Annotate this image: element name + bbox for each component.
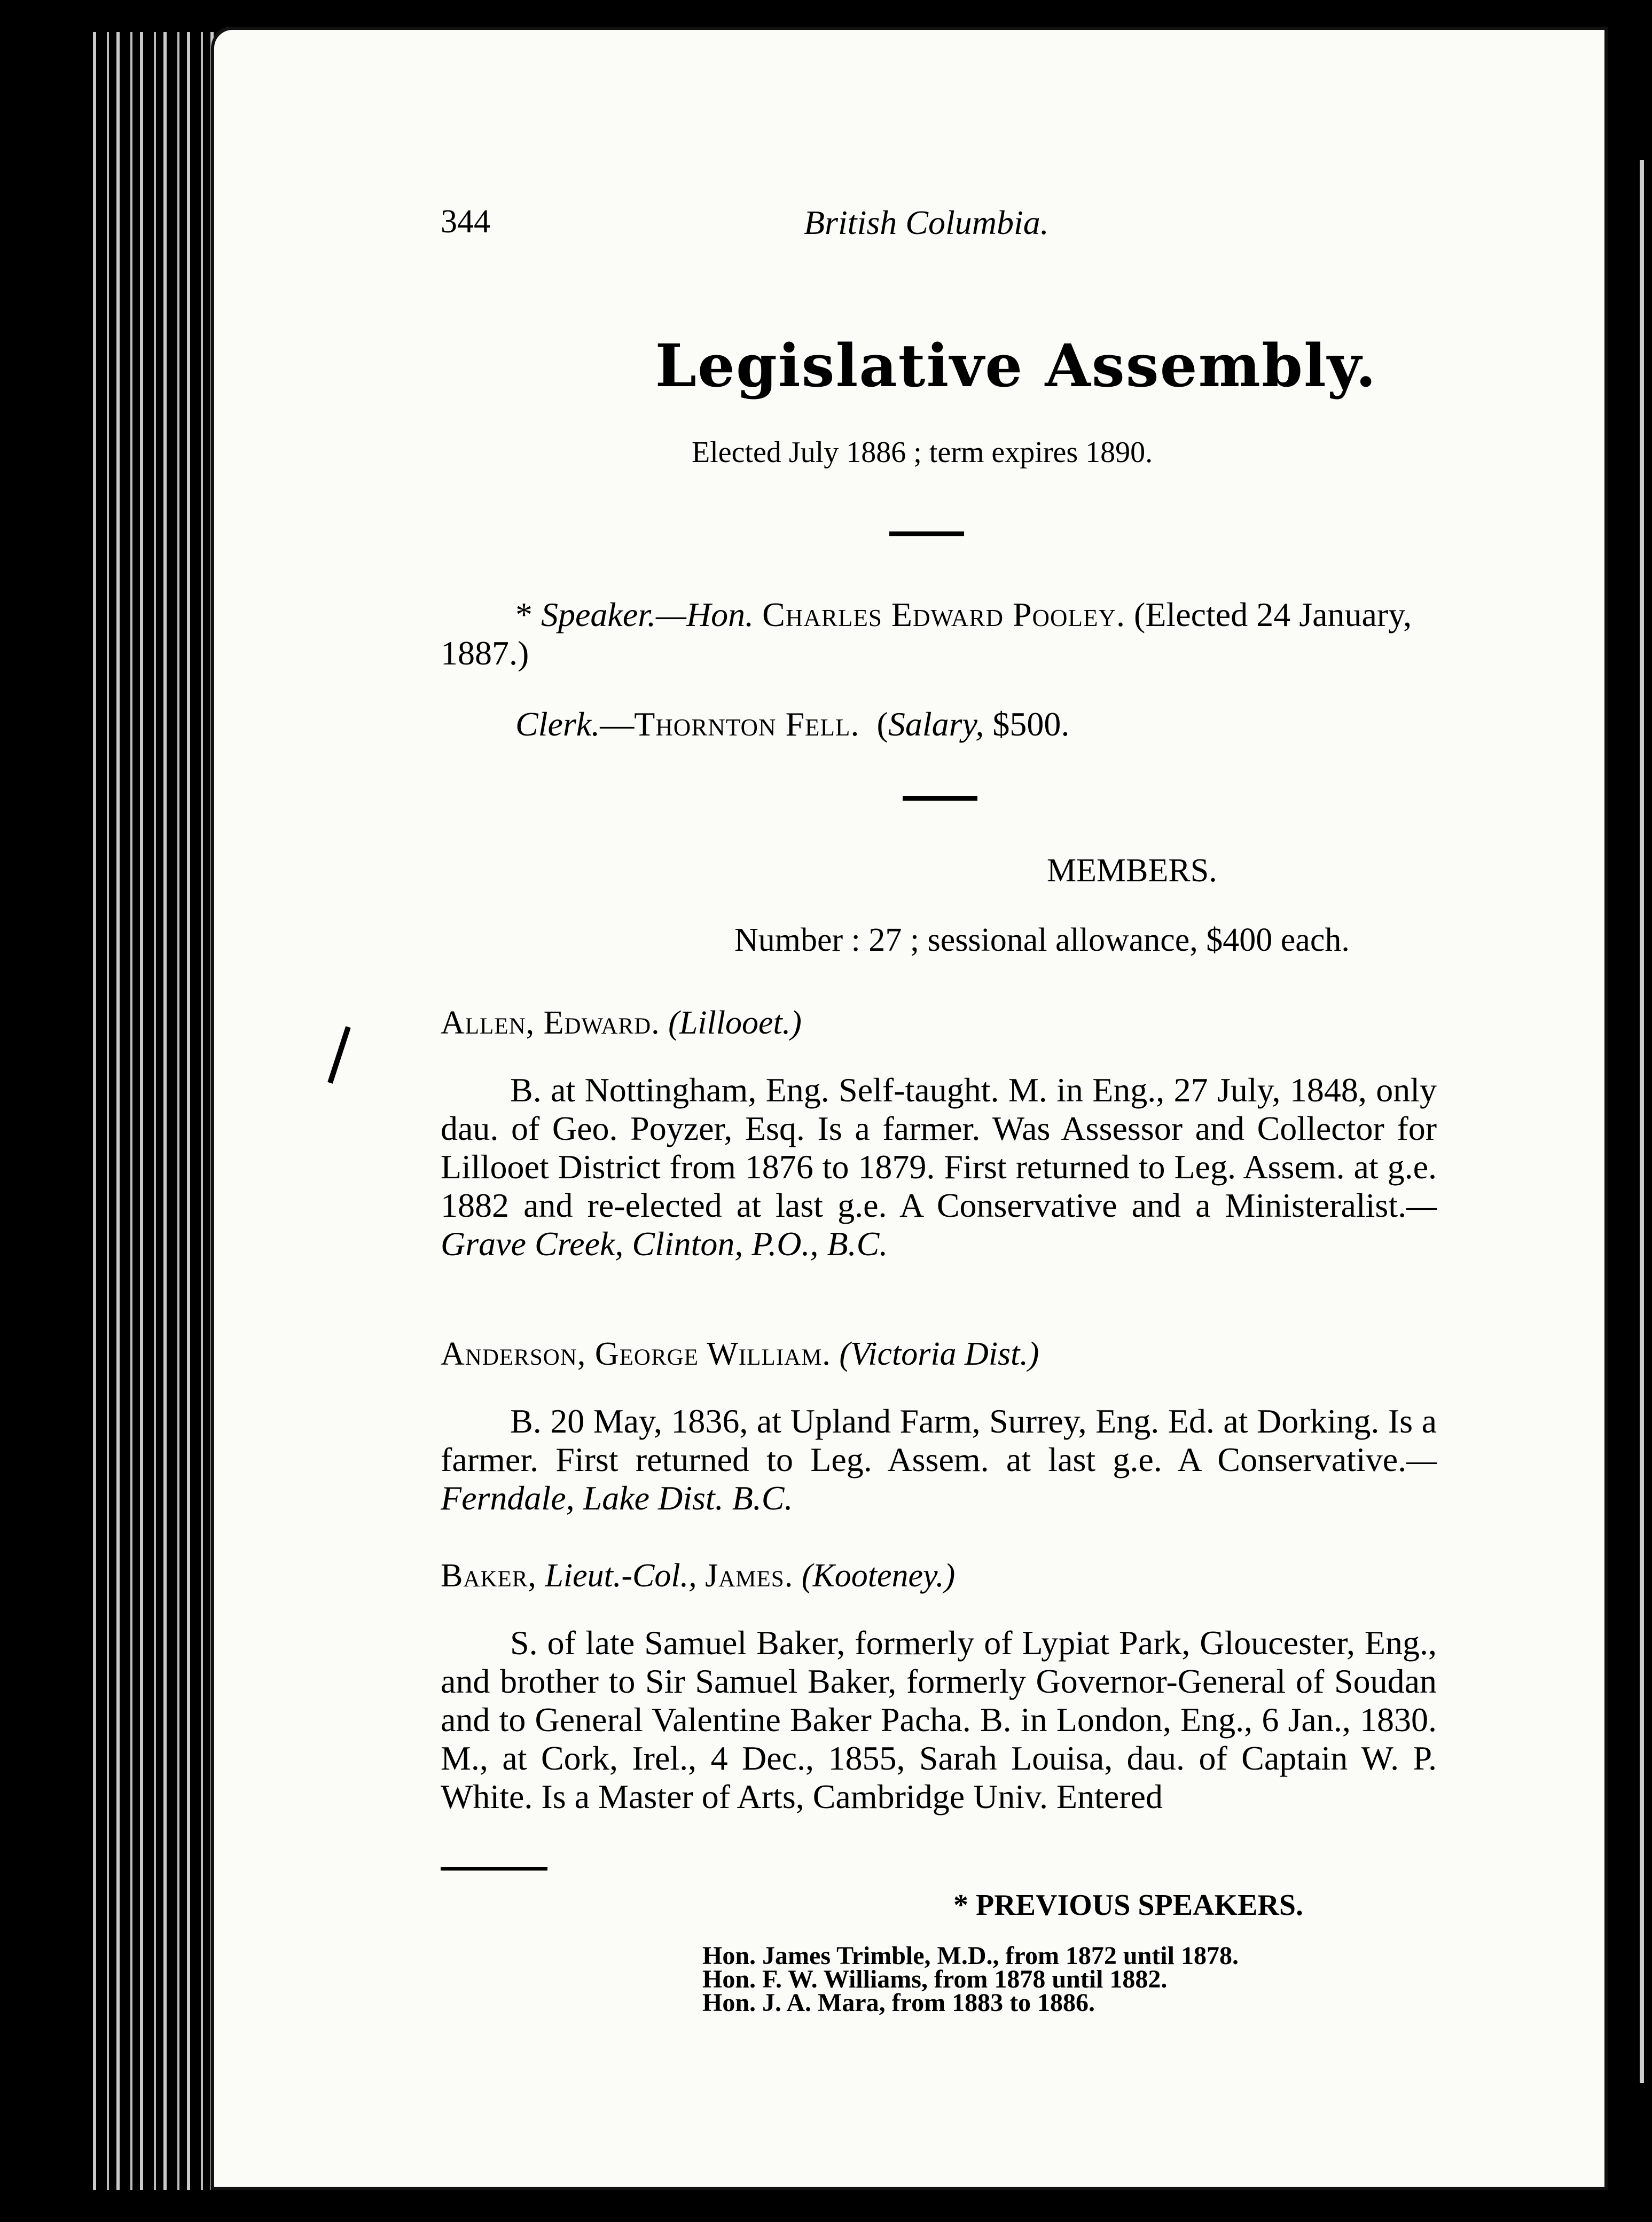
clerk-name: Thornton Fell.	[634, 705, 860, 743]
section-title-text: Legislative Assembly.	[655, 331, 1377, 400]
members-number-line: Number : 27 ; sessional allowance, $400 each.	[734, 922, 1350, 958]
footnote-item: Hon. J. A. Mara, from 1883 to 1886.	[702, 1989, 1095, 2017]
page-number: 344	[441, 204, 490, 240]
speaker-paragraph	[441, 596, 1466, 672]
member-rank: Lieut.-Col.,	[545, 1558, 697, 1594]
member-name-baker	[441, 1557, 955, 1595]
member-address: —Ferndale, Lake Dist. B.C.	[441, 1441, 1437, 1517]
member-name: Allen, Edward.	[441, 1005, 660, 1041]
footnote-item: Hon. James Trimble, M.D., from 1872 until 1878.	[702, 1942, 1239, 1970]
clerk-dash: —	[600, 705, 635, 743]
speaker-name: Charles Edward Pooley.	[762, 596, 1126, 633]
footnote-rule	[441, 1867, 547, 1871]
member-surname: Baker,	[441, 1558, 537, 1594]
running-head	[441, 203, 1327, 256]
book-page	[211, 27, 1608, 2190]
clerk-salary-label: Salary,	[888, 705, 984, 743]
members-heading: MEMBERS.	[1047, 852, 1217, 889]
member-body-baker	[441, 1624, 1437, 1816]
member-name-anderson	[441, 1335, 1039, 1373]
member-body-anderson	[441, 1402, 1437, 1517]
clerk-role: Clerk.	[515, 705, 600, 743]
member-district: (Kooteney.)	[801, 1558, 956, 1594]
member-name: Anderson, George William.	[441, 1336, 831, 1372]
member-district: (Victoria Dist.)	[839, 1336, 1039, 1372]
right-page-edge	[1640, 160, 1644, 2083]
footnote-list	[702, 1944, 1239, 2015]
speaker-note: (Elected 24 January, 1887.)	[441, 596, 1412, 672]
member-given-name: James.	[705, 1558, 794, 1594]
member-bio: B. 20 May, 1836, at Upland Farm, Surrey, Eng. Ed. at Dorking. Is a farmer. First returned to Leg. Assem. at last g.e. A Conservative.	[441, 1402, 1437, 1478]
member-name-allen	[441, 1004, 802, 1042]
member-body-allen	[441, 1071, 1437, 1263]
clerk-paragraph: Clerk.—Thornton Fell. (Salary, $500.	[515, 705, 1070, 743]
speaker-prefix: *	[515, 596, 541, 633]
clerk-salary-value: $500.	[992, 705, 1070, 743]
speaker-role: Speaker.—Hon.	[541, 596, 754, 633]
section-title	[211, 331, 1608, 400]
footnote-item: Hon. F. W. Williams, from 1878 until 1882.	[702, 1965, 1168, 1993]
election-info: Elected July 1886 ; term expires 1890.	[692, 436, 1153, 469]
divider-rule-2	[903, 796, 977, 801]
member-bio: B. at Nottingham, Eng. Self-taught. M. in Eng., 27 July, 1848, only dau. of Geo. Poyzer, Esq. Is a farmer. Was Assessor and Collector for Lillooet District from 1876 to 1879. First returned to Leg. Assem. at g.e. 1882 and re-elected at last g.e. A Conservative and a Ministeralist.	[441, 1071, 1437, 1224]
running-title: British Columbia.	[804, 204, 1049, 241]
member-address: —Grave Creek, Clinton, P.O., B.C.	[441, 1186, 1437, 1263]
footnote-heading: * PREVIOUS SPEAKERS.	[953, 1889, 1304, 1922]
divider-rule-1	[889, 531, 964, 536]
member-bio: S. of late Samuel Baker, formerly of Lypiat Park, Gloucester, Eng., and brother to Sir Samuel Baker, formerly Governor-General of Soudan and to General Valentine Baker Pacha. B. in London, Eng., 6 Jan., 1830. M., at Cork, Irel., 4 Dec., 1855, Sarah Louisa, dau. of Captain W. P. White. Is a Master of Arts, Cambridge Univ. Entered	[441, 1624, 1437, 1816]
member-district: (Lillooet.)	[668, 1005, 802, 1041]
